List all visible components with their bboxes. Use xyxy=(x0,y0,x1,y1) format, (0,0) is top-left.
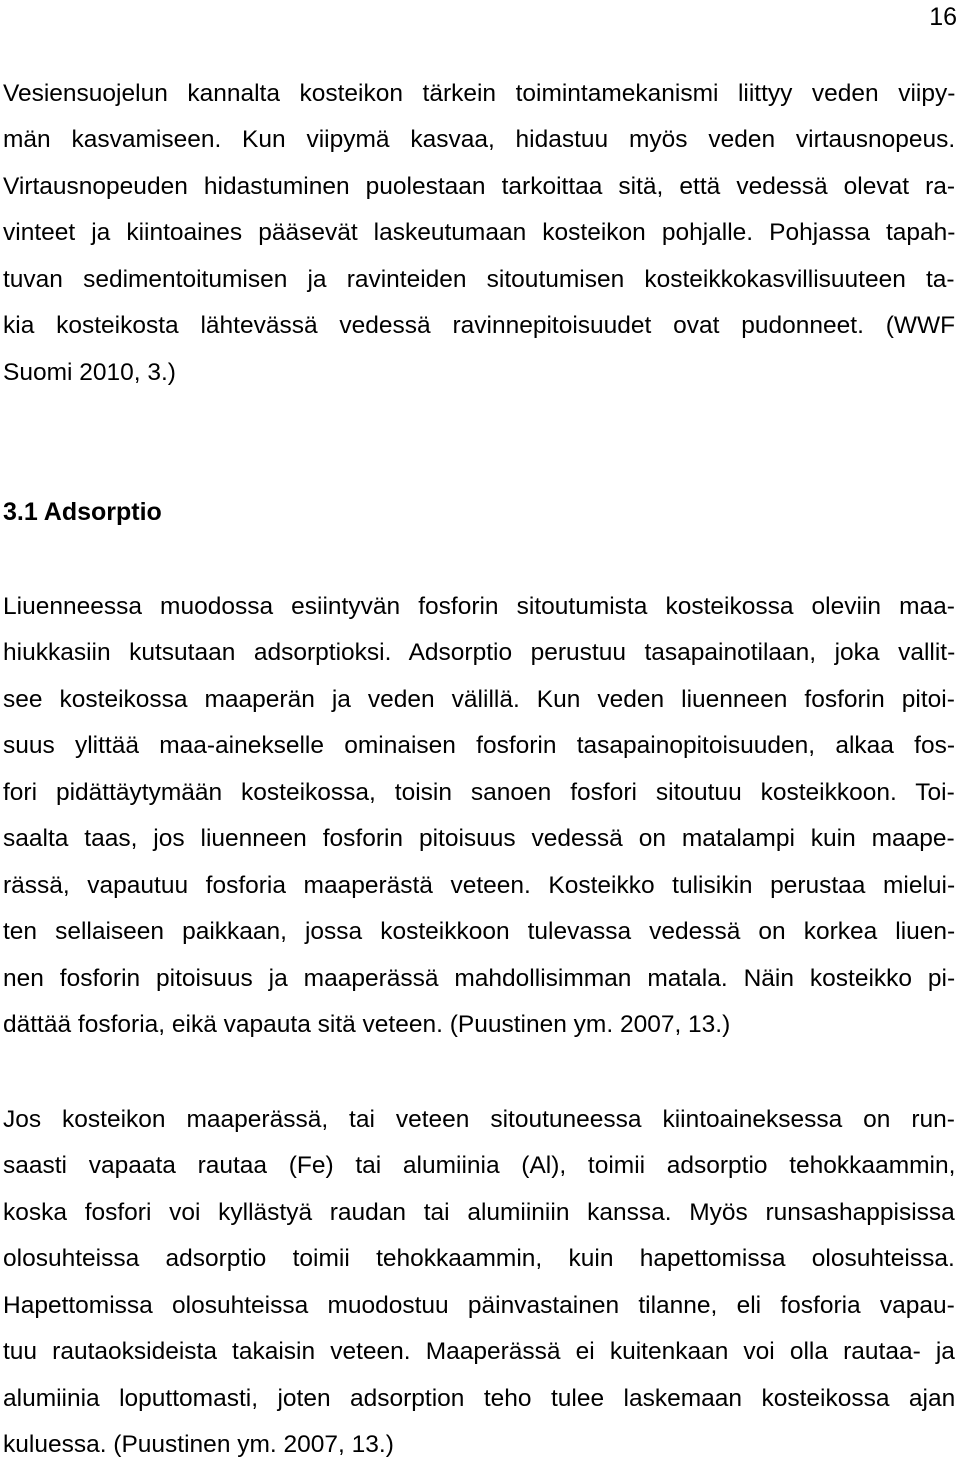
text-line: koska fosfori voi kyllästyä raudan tai alumiiniin kanssa. Myös runsashappisissa xyxy=(3,1199,955,1226)
text-line: saalta taas, jos liuenneen fosforin pitoisuus vedessä on matalampi kuin maape- xyxy=(3,825,955,852)
text-line: män kasvamiseen. Kun viipymä kasvaa, hidastuu myös veden virtausnopeus. xyxy=(3,126,956,153)
text-line: Jos kosteikon maaperässä, tai veteen sitoutuneessa kiintoaineksessa on run- xyxy=(3,1106,955,1133)
text-line: suus ylittää maa-ainekselle ominaisen fosforin tasapainopitoisuuden, alkaa fos- xyxy=(3,732,955,759)
text-line: kia kosteikosta lähtevässä vedessä ravinnepitoisuudet ovat pudonneet. (WWF xyxy=(3,312,956,339)
text-line: vinteet ja kiintoaines pääsevät laskeutumaan kosteikon pohjalle. Pohjassa tapah- xyxy=(3,219,956,246)
text-line: tuu rautaoksideista takaisin veteen. Maaperässä ei kuitenkaan voi olla rautaa- ja xyxy=(3,1338,955,1365)
text-line: hiukkasiin kutsutaan adsorptioksi. Adsorptio perustuu tasapainotilaan, joka vallit- xyxy=(3,639,956,666)
text-line: olosuhteissa adsorptio toimii tehokkaammin, kuin hapettomissa olosuhteissa. xyxy=(3,1245,955,1272)
text-line: see kosteikossa maaperän ja veden välillä. Kun veden liuenneen fosforin pitoi- xyxy=(3,686,955,713)
text-line: Vesiensuojelun kannalta kosteikon tärkein toimintamekanismi liittyy veden viipy- xyxy=(3,80,956,107)
text-line: dättää fosforia, eikä vapauta sitä veteen. (Puustinen ym. 2007, 13.) xyxy=(3,1011,731,1038)
text-line: nen fosforin pitoisuus ja maaperässä mahdollisimman matala. Näin kosteikko pi- xyxy=(3,965,956,992)
text-line: Liuenneessa muodossa esiintyvän fosforin sitoutumista kosteikossa oleviin maa- xyxy=(3,593,955,620)
text-line: Suomi 2010, 3.) xyxy=(3,359,176,386)
text-line: Virtausnopeuden hidastuminen puolestaan tarkoittaa sitä, että vedessä olevat ra- xyxy=(3,173,956,200)
text-line: fori pidättäytymään kosteikossa, toisin sanoen fosfori sitoutuu kosteikkoon. Toi- xyxy=(3,779,955,806)
text-line: alumiinia loputtomasti, joten adsorption teho tulee laskemaan kosteikossa ajan xyxy=(3,1385,956,1412)
text-line: rässä, vapautuu fosforia maaperästä veteen. Kosteikko tulisikin perustaa mielui- xyxy=(3,872,956,899)
text-line: ten sellaiseen paikkaan, jossa kosteikkoon tulevassa vedessä on korkea liuen- xyxy=(3,918,956,945)
text-line: tuvan sedimentoitumisen ja ravinteiden sitoutumisen kosteikkokasvillisuuteen ta- xyxy=(3,266,955,293)
text-line: saasti vapaata rautaa (Fe) tai alumiinia (Al), toimii adsorptio tehokkaammin, xyxy=(3,1152,956,1179)
text-line: kuluessa. (Puustinen ym. 2007, 13.) xyxy=(3,1431,394,1458)
section-heading: 3.1 Adsorptio xyxy=(3,498,162,526)
text-line: Hapettomissa olosuhteissa muodostuu päinvastainen tilanne, eli fosforia vapau- xyxy=(3,1292,955,1319)
page-number: 16 xyxy=(929,3,957,31)
